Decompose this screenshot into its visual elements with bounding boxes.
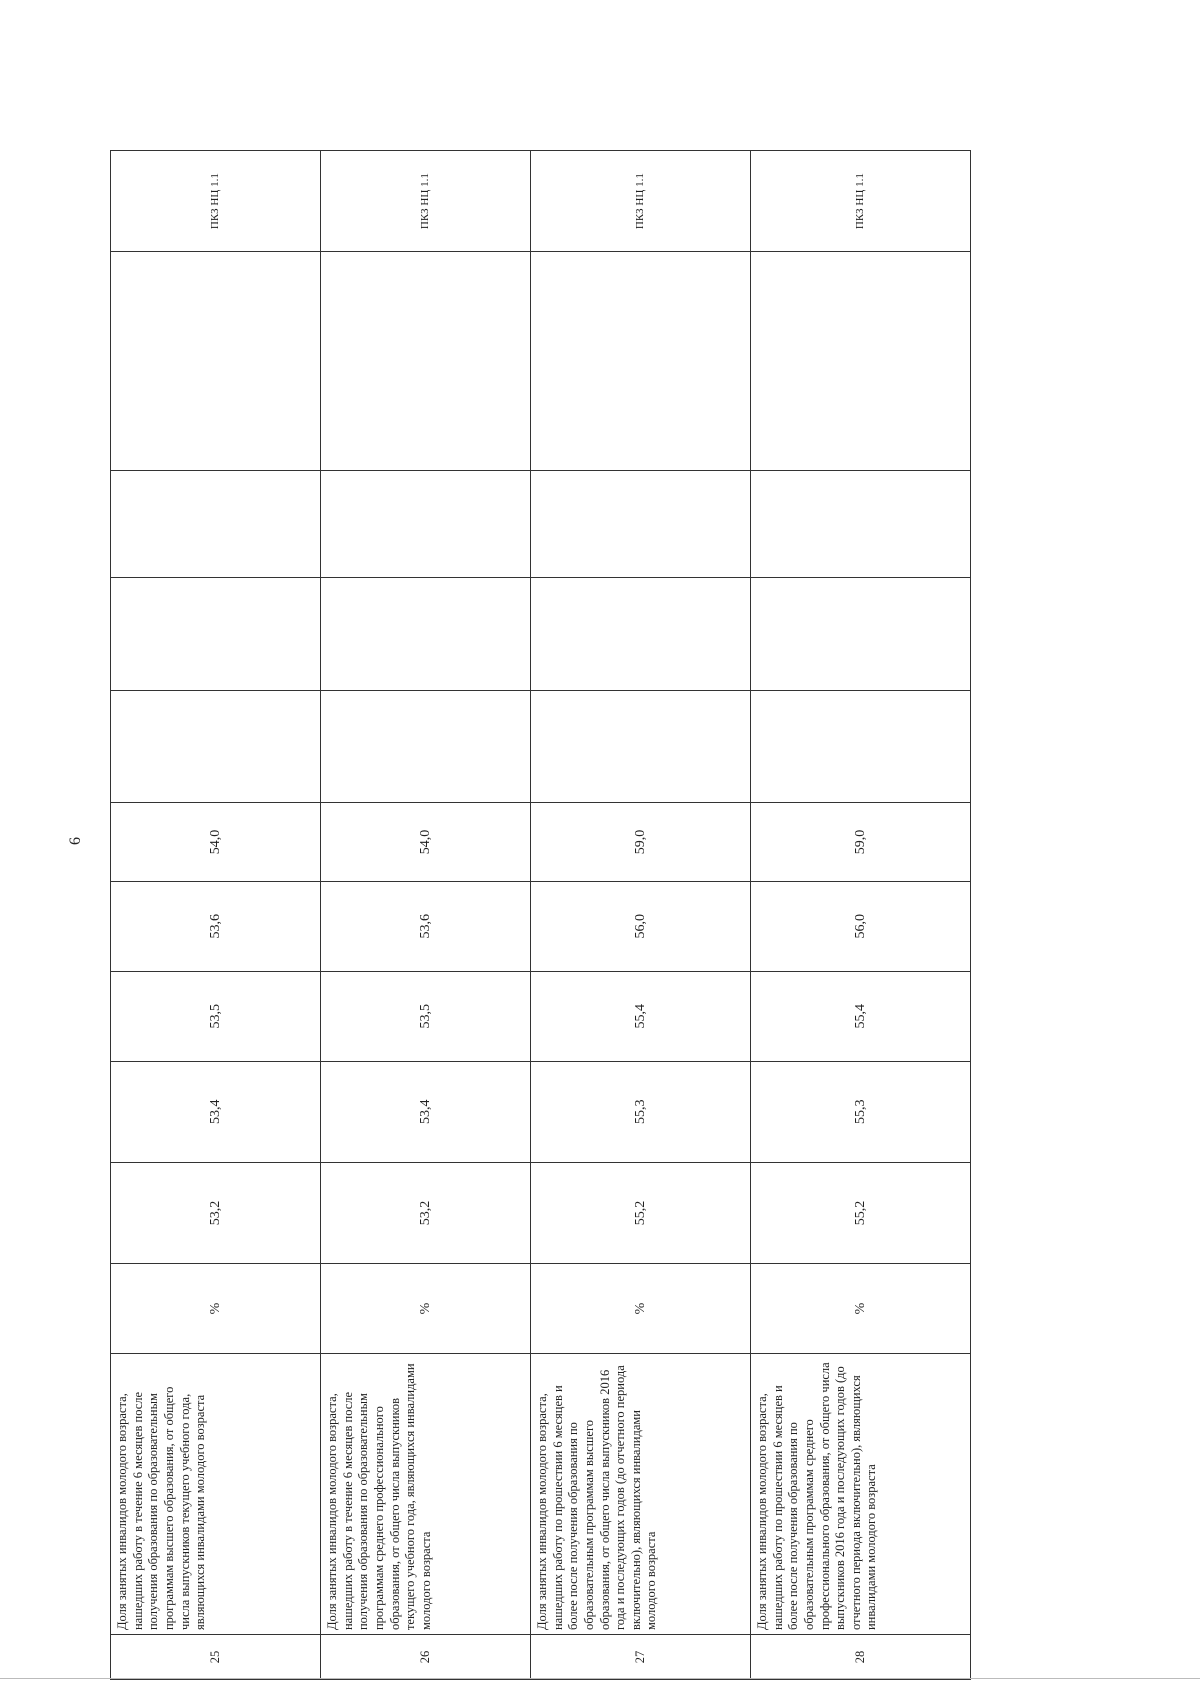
empty-cell: [111, 471, 321, 578]
unit: %: [531, 1264, 751, 1354]
value-cell: 53,2: [111, 1162, 321, 1263]
source-cell: ПКЗ НЦ 1.1: [321, 151, 531, 252]
table-row: [321, 151, 531, 1680]
value-cell: 53,4: [321, 1061, 531, 1162]
unit: %: [321, 1264, 531, 1354]
empty-cell: [531, 690, 751, 802]
value-cell: 55,4: [751, 971, 971, 1061]
value-cell: 59,0: [751, 803, 971, 882]
table-row: [751, 151, 971, 1680]
empty-cell: [751, 252, 971, 471]
empty-cell: [111, 578, 321, 690]
row-number: 28: [751, 1635, 971, 1680]
value-cell: 53,5: [321, 971, 531, 1061]
value-cell: 53,6: [321, 881, 531, 971]
empty-cell: [751, 690, 971, 802]
page-number: 6: [67, 837, 84, 845]
value-cell: 55,4: [531, 971, 751, 1061]
value-cell: 54,0: [111, 803, 321, 882]
value-cell: 54,0: [321, 803, 531, 882]
empty-cell: [751, 578, 971, 690]
indicators-table: [110, 150, 971, 1680]
empty-cell: [531, 578, 751, 690]
table-row: [111, 151, 321, 1680]
empty-cell: [321, 578, 531, 690]
empty-cell: [751, 471, 971, 578]
source-cell: ПКЗ НЦ 1.1: [531, 151, 751, 252]
value-cell: 53,5: [111, 971, 321, 1061]
unit: %: [111, 1264, 321, 1354]
value-cell: 53,4: [111, 1061, 321, 1162]
value-cell: 56,0: [531, 881, 751, 971]
source-cell: ПКЗ НЦ 1.1: [751, 151, 971, 252]
empty-cell: [321, 252, 531, 471]
indicator-name: Доля занятых инвалидов молодого возраста, нашедших работу по прошествии 6 месяцев и более после получения образования по образовательным программам среднего профессионального образования, от общего числа выпускников 2016 года и последующих годов (до отчетного периода включительно), являющихся инвалидами молодого возраста: [751, 1353, 971, 1634]
value-cell: 59,0: [531, 803, 751, 882]
empty-cell: [531, 471, 751, 578]
row-number: 26: [321, 1635, 531, 1680]
table-row: [531, 151, 751, 1680]
value-cell: 53,6: [111, 881, 321, 971]
value-cell: 53,2: [321, 1162, 531, 1263]
row-number: 27: [531, 1635, 751, 1680]
empty-cell: [531, 252, 751, 471]
empty-cell: [321, 690, 531, 802]
value-cell: 56,0: [751, 881, 971, 971]
empty-cell: [321, 471, 531, 578]
value-cell: 55,3: [751, 1061, 971, 1162]
empty-cell: [111, 690, 321, 802]
indicator-name: Доля занятых инвалидов молодого возраста, нашедших работу по прошествии 6 месяцев и более после получения образования по образовательным программам высшего образования, от общего числа выпускников 2016 года и последующих годов (до отчетного периода включительно), являющихся инвалидами молодого возраста: [531, 1353, 751, 1634]
unit: %: [751, 1264, 971, 1354]
indicator-name: Доля занятых инвалидов молодого возраста, нашедших работу в течение 6 месяцев после получения образования по образовательным программам высшего образования, от общего числа выпускников текущего учебного года, являющихся инвалидами молодого возраста: [111, 1353, 321, 1634]
value-cell: 55,3: [531, 1061, 751, 1162]
row-number: 25: [111, 1635, 321, 1680]
source-cell: ПКЗ НЦ 1.1: [111, 151, 321, 252]
indicator-name: Доля занятых инвалидов молодого возраста, нашедших работу в течение 6 месяцев после получения образования по образовательным программам среднего профессионального образования, от общего числа выпускников текущего учебного года, являющихся инвалидами молодого возраста: [321, 1353, 531, 1634]
empty-cell: [111, 252, 321, 471]
value-cell: 55,2: [751, 1162, 971, 1263]
rotated-table-container: [110, 150, 970, 1680]
value-cell: 55,2: [531, 1162, 751, 1263]
scan-bottom-edge: [0, 1678, 1200, 1679]
